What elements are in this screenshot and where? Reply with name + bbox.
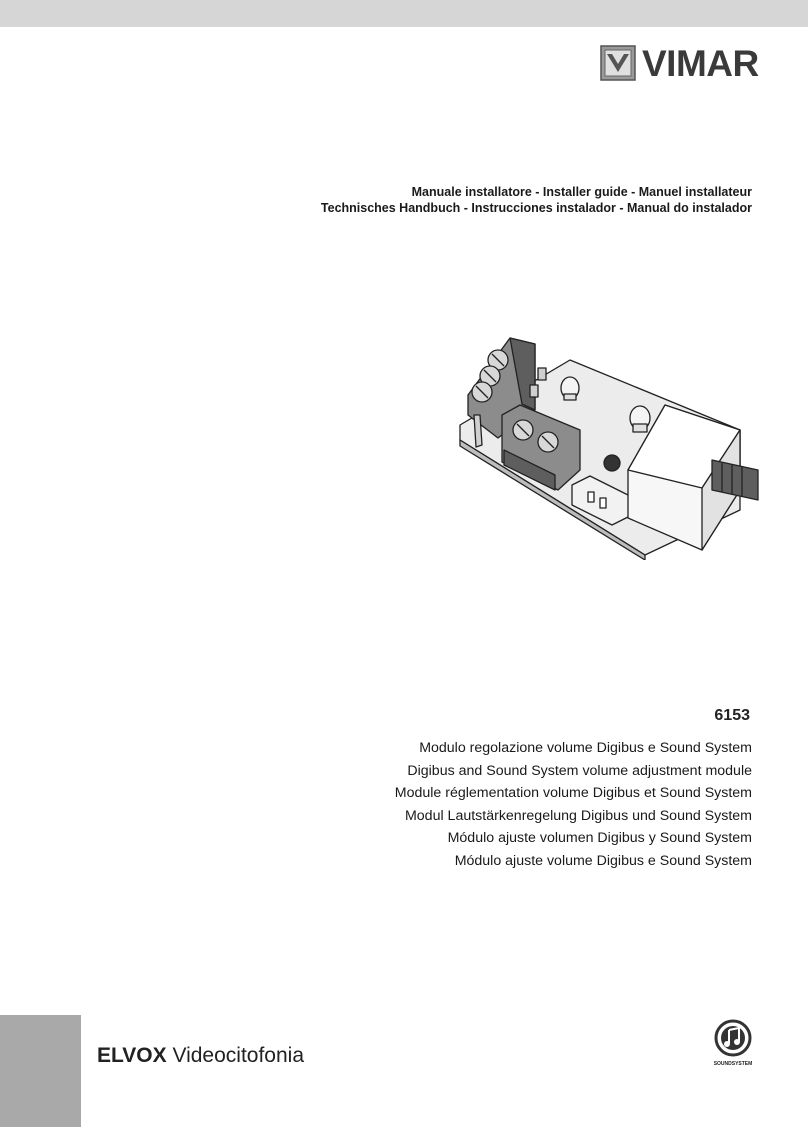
description-en: Digibus and Sound System volume adjustment module xyxy=(407,762,752,779)
vimar-logo-mark-icon xyxy=(600,45,636,81)
sound-system-icon xyxy=(710,1019,756,1069)
vimar-logo xyxy=(600,42,759,84)
description-fr: Module réglementation volume Digibus et Sound System xyxy=(394,785,752,802)
vimar-logo-text: VIMAR xyxy=(642,42,759,84)
volume-module-device-icon xyxy=(440,320,770,560)
brand-elvox: ELVOX xyxy=(97,1044,167,1067)
description-it: Modulo regolazione volume Digibus e Sound System xyxy=(419,740,752,756)
product-descriptions xyxy=(395,737,752,873)
top-band xyxy=(0,0,808,27)
footer-gray-block xyxy=(0,1015,81,1127)
description-de: Modul Lautstärkenregelung Digibus und Sound System xyxy=(404,807,752,824)
model-number: 6153 xyxy=(714,707,750,724)
guide-title-line-1: Manuale installatore - Installer guide - Manuel installateur xyxy=(411,185,752,199)
description-es: Módulo ajuste volumen Digibus y Sound System xyxy=(447,830,752,847)
sound-system-label: SOUNDSYSTEM xyxy=(713,1061,753,1067)
guide-titles xyxy=(321,184,752,216)
elvox-brand xyxy=(97,1044,304,1068)
brand-videocitofonia: Videocitofonia xyxy=(166,1044,305,1067)
guide-title-line-2: Technisches Handbuch - Instrucciones instalador - Manual do instalador xyxy=(320,201,752,215)
description-pt: Módulo ajuste volume Digibus e Sound System xyxy=(454,852,752,869)
